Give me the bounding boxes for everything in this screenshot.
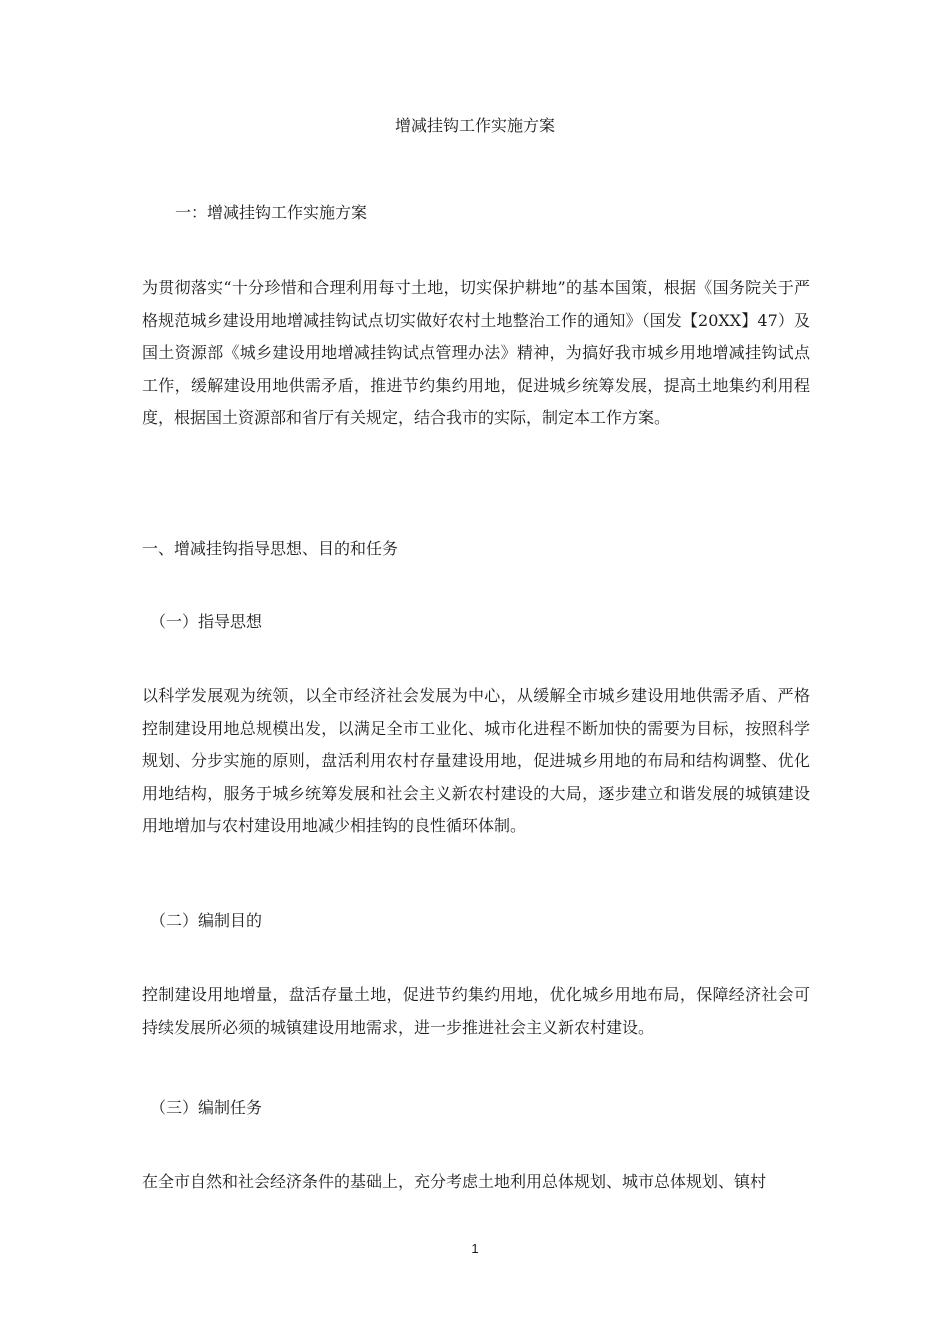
subsection-heading-tasks: （三）编制任务 <box>150 1098 263 1117</box>
section-heading-1: 一、增减挂钩指导思想、目的和任务 <box>142 539 399 558</box>
intro-paragraph: 为贯彻落实“十分珍惜和合理利用每寸土地，切实保护耕地”的基本国策，根据《国务院关于严格规范城乡建设用地增减挂钩试点切实做好农村土地整治工作的通知》（国发【20XX】47）及国土资源部《城乡建设用地增减挂钩试点管理办法》精神，为搞好我市城乡用地增减挂钩试点工作，缓解建设用地供需矛盾，推进节约集约用地，促进城乡统筹发展，提高土地集约利用程度，根据国土资源部和省厅有关规定，结合我市的实际，制定本工作方案。 <box>142 278 810 427</box>
subsection-heading-guiding-thought: （一）指导思想 <box>150 612 263 631</box>
page-number: 1 <box>471 1241 479 1256</box>
tasks-paragraph: 在全市自然和社会经济条件的基础上，充分考虑土地利用总体规划、城市总体规划、镇村 <box>142 1172 767 1191</box>
guiding-thought-paragraph: 以科学发展观为统领，以全市经济社会发展为中心，从缓解全市城乡建设用地供需矛盾、严格控制建设用地总规模出发，以满足全市工业化、城市化进程不断加快的需要为目标，按照科学规划、分步实施的原则，盘活利用农村存量建设用地，促进城乡用地的布局和结构调整、优化用地结构，服务于城乡统筹发展和社会主义新农村建设的大局，逐步建立和谐发展的城镇建设用地增加与农村建设用地减少相挂钩的良性循环体制。 <box>142 686 810 835</box>
purpose-paragraph: 控制建设用地增量，盘活存量土地，促进节约集约用地，优化城乡用地布局，保障经济社会可持续发展所必须的城镇建设用地需求，进一步推进社会主义新农村建设。 <box>142 985 810 1037</box>
subsection-heading-purpose: （二）编制目的 <box>150 911 263 930</box>
document-title: 增减挂钩工作实施方案 <box>394 116 555 135</box>
intro-heading: 一：增减挂钩工作实施方案 <box>175 203 368 222</box>
